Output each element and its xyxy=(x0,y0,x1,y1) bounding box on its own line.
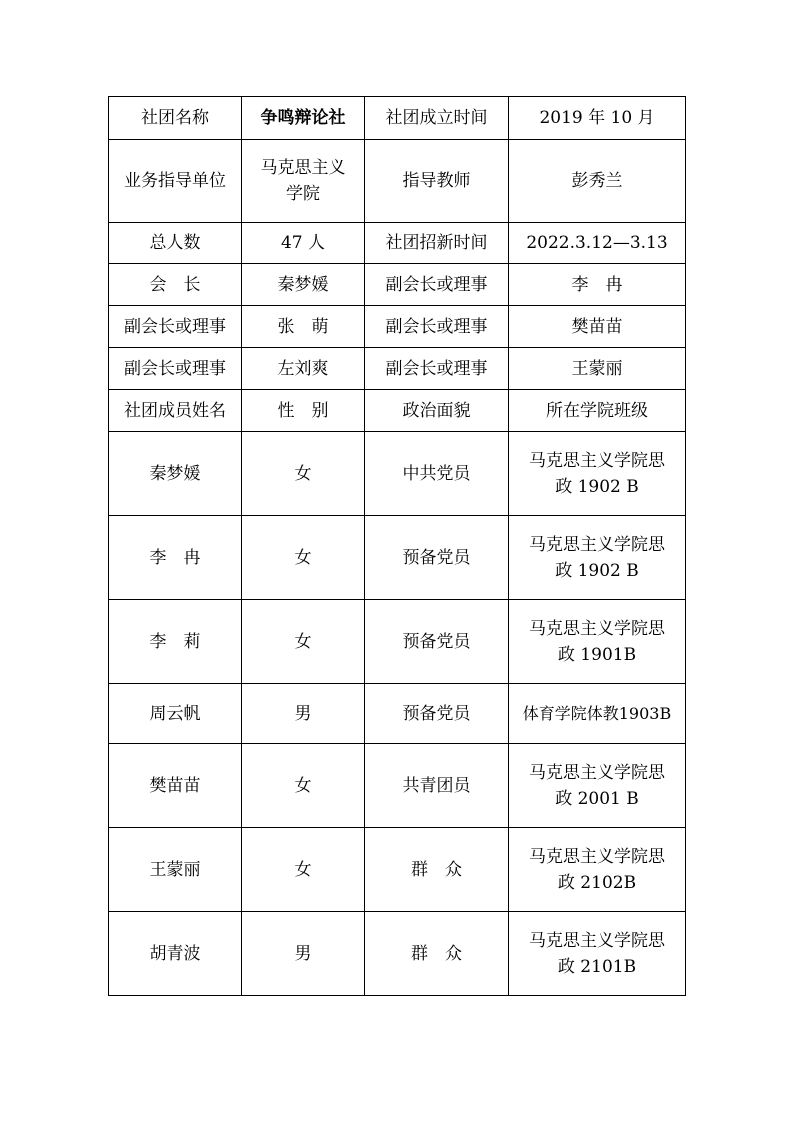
member-name: 李 莉 xyxy=(109,600,242,684)
member-political-status: 预备党员 xyxy=(365,684,509,744)
table-row xyxy=(109,264,686,306)
member-political-status: 预备党员 xyxy=(365,600,509,684)
founded-value: 2019 年 10 月 xyxy=(509,97,686,140)
member-political-status: 中共党员 xyxy=(365,432,509,516)
member-college-class xyxy=(509,516,686,600)
member-gender: 女 xyxy=(242,516,365,600)
member-college-class-line: 马克思主义学院思 xyxy=(529,618,665,639)
member-college-class-line: 政 1902 B xyxy=(555,560,639,581)
vp-value: 左刘爽 xyxy=(242,348,365,390)
member-college-class xyxy=(509,912,686,996)
member-college-class-line: 马克思主义学院思 xyxy=(529,846,665,867)
header-political-status: 政治面貌 xyxy=(365,390,509,432)
member-college-class-line: 政 2102B xyxy=(557,872,637,893)
table-row xyxy=(109,223,686,264)
member-college-class xyxy=(509,432,686,516)
unit-value: 马克思主义学院 xyxy=(242,140,365,223)
vp-label: 副会长或理事 xyxy=(365,306,509,348)
header-college-class: 所在学院班级 xyxy=(509,390,686,432)
member-gender: 男 xyxy=(242,684,365,744)
member-name: 秦梦媛 xyxy=(109,432,242,516)
member-college-class: 体育学院体教1903B xyxy=(509,684,686,744)
member-college-class xyxy=(509,828,686,912)
member-name: 王蒙丽 xyxy=(109,828,242,912)
recruit-label: 社团招新时间 xyxy=(365,223,509,264)
member-row xyxy=(109,828,686,912)
vp-value: 樊苗苗 xyxy=(509,306,686,348)
member-college-class-line: 政 2101B xyxy=(557,956,637,977)
advisor-value: 彭秀兰 xyxy=(509,140,686,223)
president-label: 会 长 xyxy=(109,264,242,306)
vp-value: 张 萌 xyxy=(242,306,365,348)
member-name: 樊苗苗 xyxy=(109,744,242,828)
table-row xyxy=(109,97,686,140)
header-member-name: 社团成员姓名 xyxy=(109,390,242,432)
member-political-status: 共青团员 xyxy=(365,744,509,828)
members-header-row xyxy=(109,390,686,432)
unit-label: 业务指导单位 xyxy=(109,140,242,223)
club-name-label: 社团名称 xyxy=(109,97,242,140)
member-college-class-line: 马克思主义学院思 xyxy=(529,762,665,783)
total-label: 总人数 xyxy=(109,223,242,264)
vp-label: 副会长或理事 xyxy=(109,348,242,390)
founded-label: 社团成立时间 xyxy=(365,97,509,140)
vp-label: 副会长或理事 xyxy=(365,348,509,390)
member-college-class xyxy=(509,600,686,684)
recruit-value: 2022.3.12—3.13 xyxy=(509,223,686,264)
table-row xyxy=(109,140,686,223)
vp-label: 副会长或理事 xyxy=(109,306,242,348)
vp-value: 李 冉 xyxy=(509,264,686,306)
member-gender: 女 xyxy=(242,744,365,828)
member-political-status: 预备党员 xyxy=(365,516,509,600)
member-name: 李 冉 xyxy=(109,516,242,600)
member-gender: 女 xyxy=(242,432,365,516)
member-row xyxy=(109,516,686,600)
member-college-class-line: 政 2001 B xyxy=(555,788,639,809)
member-name: 周云帆 xyxy=(109,684,242,744)
member-college-class-line: 马克思主义学院思 xyxy=(529,450,665,471)
member-college-class-line: 政 1901B xyxy=(557,644,637,665)
member-row xyxy=(109,684,686,744)
member-gender: 男 xyxy=(242,912,365,996)
member-row xyxy=(109,600,686,684)
club-info-table xyxy=(108,96,686,996)
total-value: 47 人 xyxy=(242,223,365,264)
member-row xyxy=(109,744,686,828)
president-value: 秦梦媛 xyxy=(242,264,365,306)
member-college-class-line: 政 1902 B xyxy=(555,476,639,497)
member-row xyxy=(109,432,686,516)
member-political-status: 群 众 xyxy=(365,828,509,912)
member-college-class xyxy=(509,744,686,828)
table-row xyxy=(109,348,686,390)
member-political-status: 群 众 xyxy=(365,912,509,996)
vp-label: 副会长或理事 xyxy=(365,264,509,306)
vp-value: 王蒙丽 xyxy=(509,348,686,390)
member-name: 胡青波 xyxy=(109,912,242,996)
member-gender: 女 xyxy=(242,600,365,684)
advisor-label: 指导教师 xyxy=(365,140,509,223)
member-gender: 女 xyxy=(242,828,365,912)
club-name-value: 争鸣辩论社 xyxy=(242,97,365,140)
member-row xyxy=(109,912,686,996)
member-college-class-line: 马克思主义学院思 xyxy=(529,930,665,951)
header-gender: 性 别 xyxy=(242,390,365,432)
member-college-class-line: 马克思主义学院思 xyxy=(529,534,665,555)
table-row xyxy=(109,306,686,348)
